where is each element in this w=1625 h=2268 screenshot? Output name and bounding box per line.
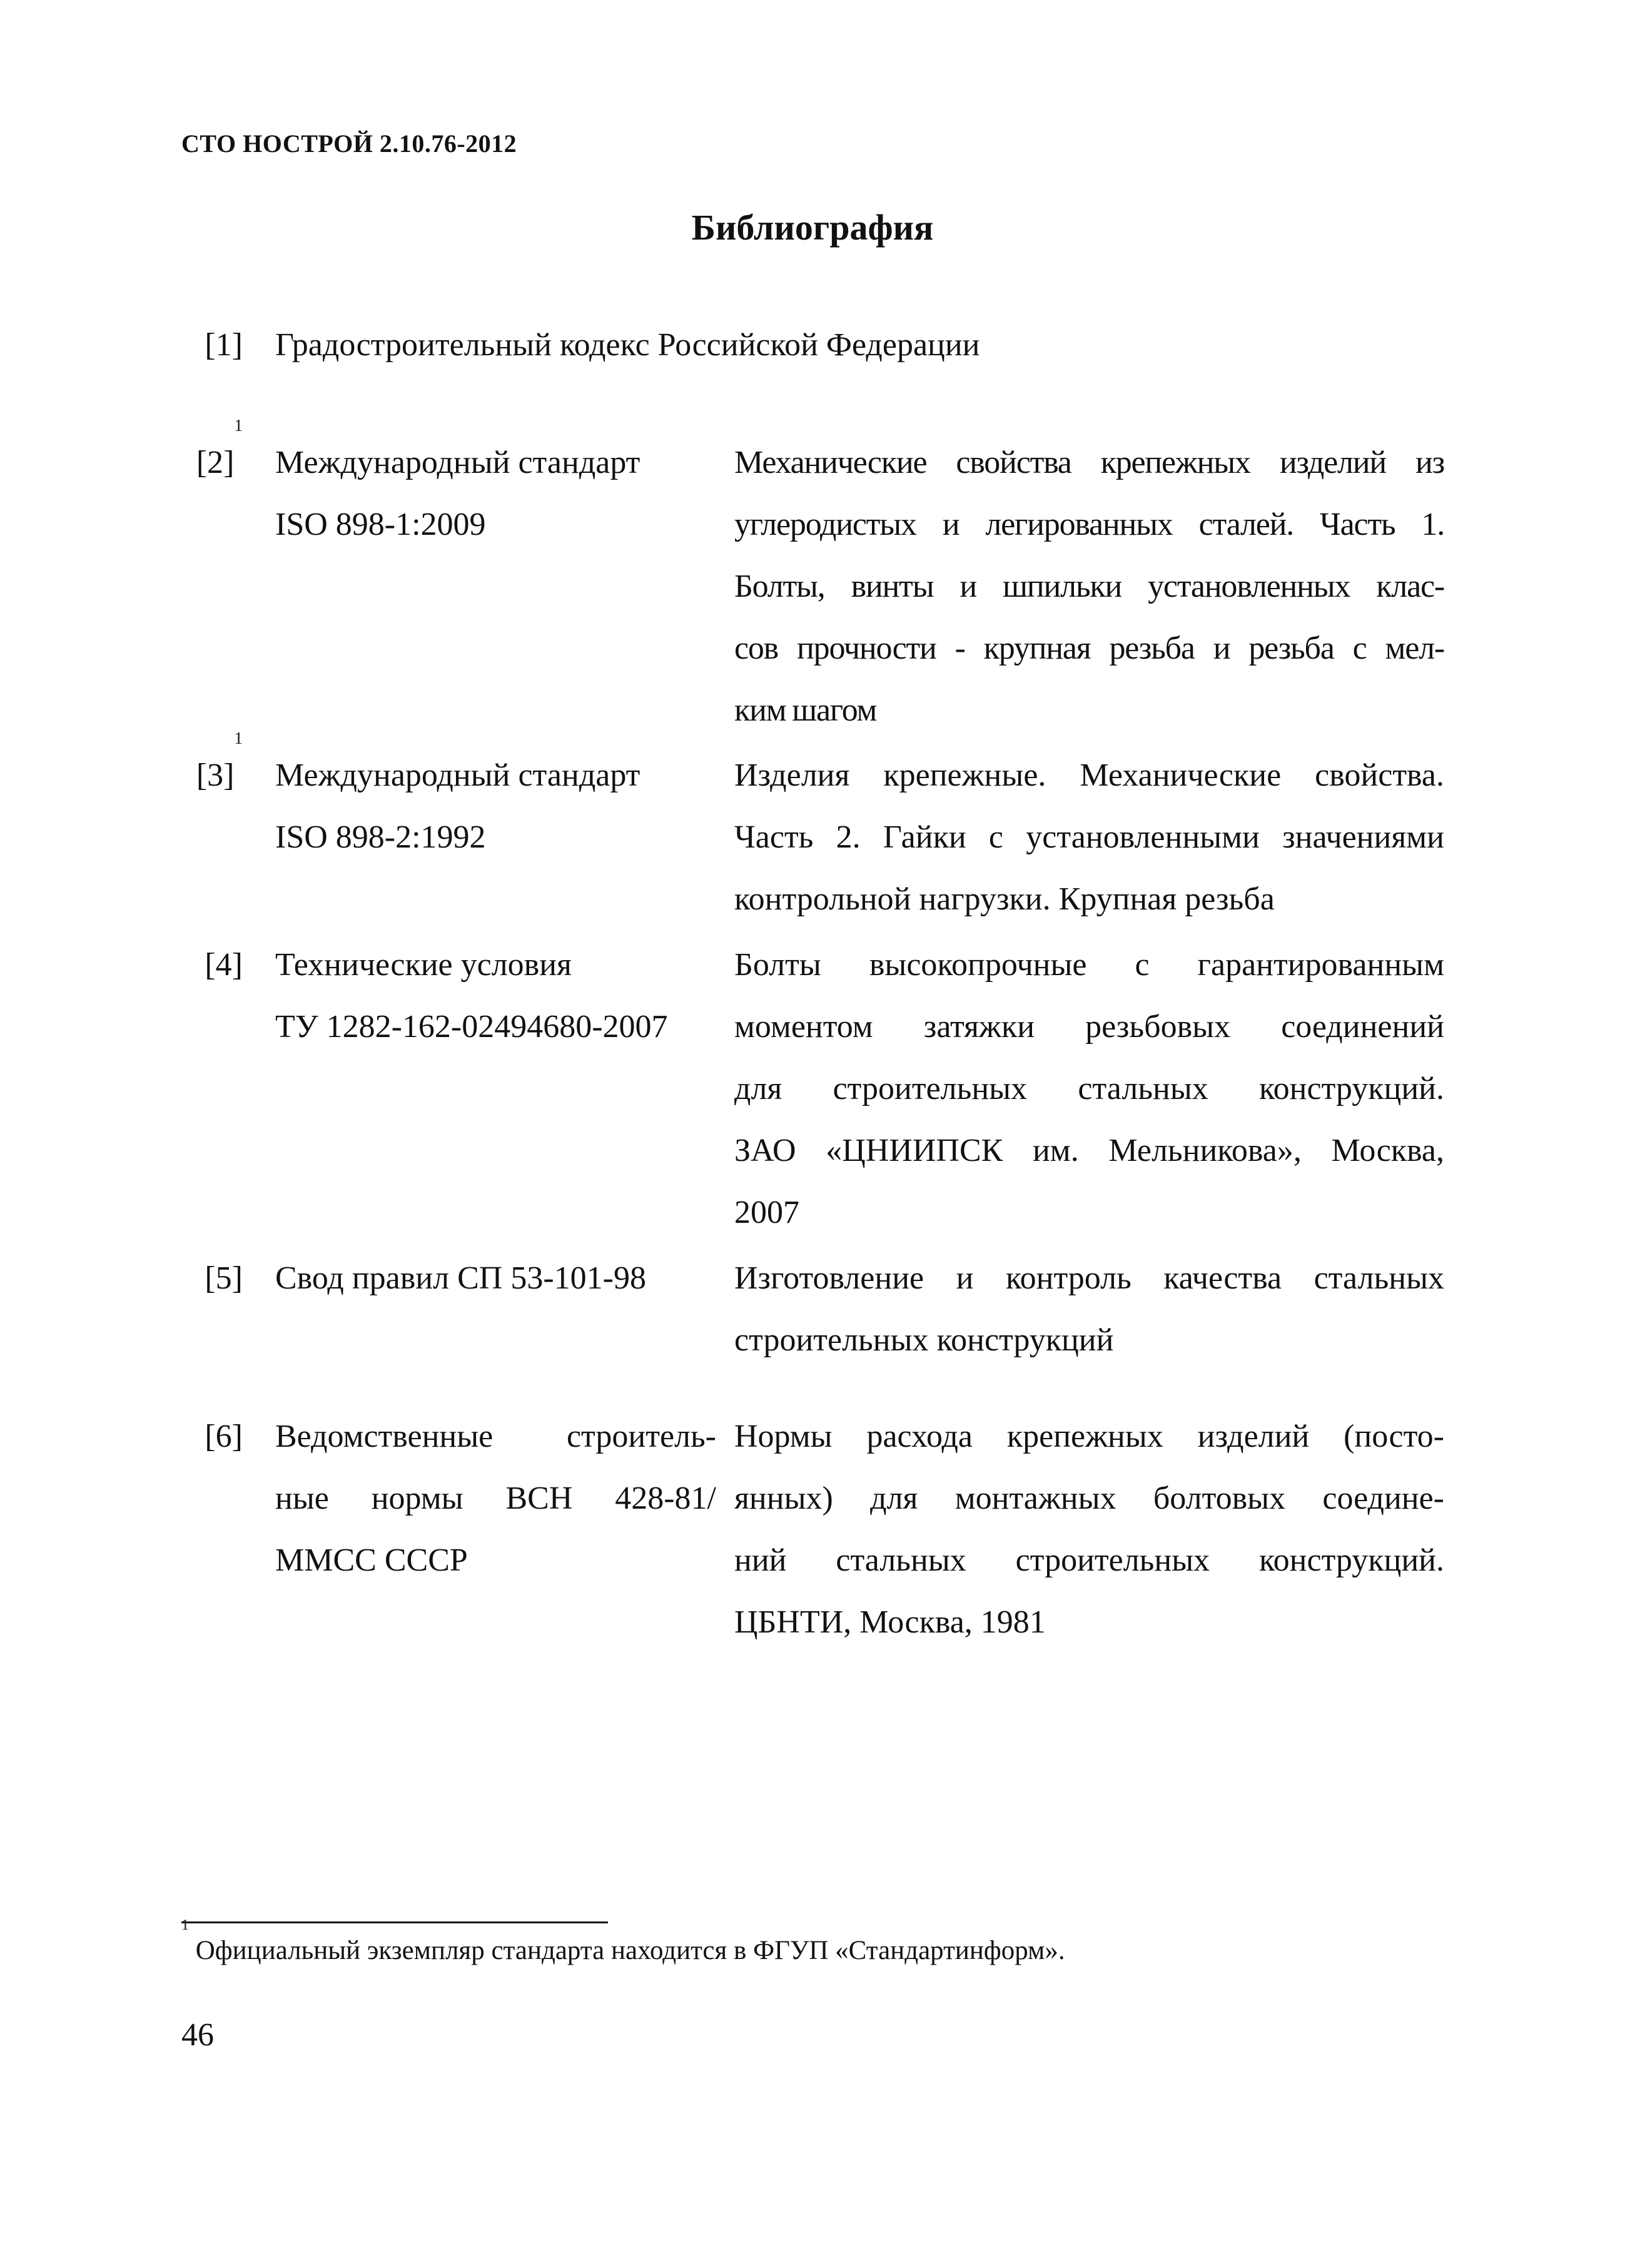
document-code-header: СТО НОСТРОЙ 2.10.76-2012 — [181, 129, 517, 158]
reference-title-line: ЦБНТИ, Москва, 1981 — [734, 1604, 1046, 1640]
reference-number — [205, 314, 243, 376]
reference-source — [275, 1247, 716, 1309]
reference-number — [205, 1405, 243, 1467]
reference-title-line: ким шагом — [734, 692, 877, 728]
footnote-reference-marker: 1 — [234, 416, 243, 435]
reference-title — [734, 1405, 1444, 1653]
reference-source-line: ISO 898-2:1992 — [275, 819, 486, 855]
reference-number — [196, 416, 243, 494]
page-title: Библиография — [691, 207, 934, 248]
reference-source-line: ные нормы ВСН 428-81/ — [275, 1481, 716, 1516]
reference-number-label: [4] — [205, 947, 243, 983]
reference-title-line: строительных конструкций — [734, 1322, 1114, 1358]
reference-number — [205, 934, 243, 996]
reference-title — [734, 744, 1444, 930]
reference-title-line: Часть 2. Гайки с установленными значениями — [734, 819, 1444, 855]
reference-number-label: [2] — [196, 445, 235, 480]
footnote-marker: 1 — [181, 1917, 189, 1933]
reference-title-line: моментом затяжки резьбовых соединений — [734, 1009, 1444, 1045]
reference-title-line: для строительных стальных конструкций. — [734, 1071, 1444, 1106]
reference-title-line: Изделия крепежные. Механические свойства. — [734, 757, 1444, 793]
reference-title — [734, 1247, 1444, 1371]
reference-source — [275, 314, 1464, 376]
reference-title-line: Механические свойства крепежных изделий из — [734, 445, 1444, 480]
reference-title-line: сов прочности - крупная резьба и резьба с мел- — [734, 630, 1444, 666]
reference-title — [734, 934, 1444, 1243]
reference-title-line: контрольной нагрузки. Крупная резьба — [734, 881, 1275, 917]
footnote — [181, 1917, 1065, 1973]
footnote-reference-marker: 1 — [234, 729, 243, 747]
footnote-divider — [181, 1921, 608, 1923]
reference-number-label: [1] — [205, 327, 243, 363]
reference-number — [196, 729, 243, 806]
reference-title-line: Болты, винты и шпильки установленных клас- — [734, 569, 1444, 604]
reference-title — [734, 432, 1444, 741]
reference-title-line: Нормы расхода крепежных изделий (посто- — [734, 1419, 1444, 1454]
reference-number — [205, 1247, 243, 1309]
reference-title-line: 2007 — [734, 1195, 799, 1230]
reference-number-label: [3] — [196, 757, 235, 793]
reference-title-line: янных) для монтажных болтовых соедине- — [734, 1481, 1444, 1516]
reference-title-line: ний стальных строительных конструкций. — [734, 1542, 1444, 1578]
reference-source-line: Международный стандарт — [275, 445, 640, 480]
reference-source — [275, 744, 716, 868]
reference-number-label: [6] — [205, 1419, 243, 1454]
reference-source-line: Свод правил СП 53-101-98 — [275, 1260, 646, 1296]
reference-title-line: Болты высокопрочные с гарантированным — [734, 947, 1444, 983]
reference-number-label: [5] — [205, 1260, 243, 1296]
reference-title-line: Изготовление и контроль качества стальных — [734, 1260, 1444, 1296]
reference-source — [275, 432, 716, 555]
page-number: 46 — [181, 2017, 214, 2053]
reference-source-line: Градостроительный кодекс Российской Федерации — [275, 327, 980, 363]
reference-source-line: Технические условия — [275, 947, 572, 983]
reference-source-line: ММСС СССР — [275, 1542, 468, 1578]
reference-title-line: углеродистых и легированных сталей. Часть 1. — [734, 507, 1444, 542]
reference-source-line: Ведомственные строитель- — [275, 1419, 716, 1454]
reference-source-line: ТУ 1282-162-02494680-2007 — [275, 1009, 668, 1045]
reference-source-line: ISO 898-1:2009 — [275, 507, 486, 542]
reference-source — [275, 1405, 716, 1591]
reference-source-line: Международный стандарт — [275, 757, 640, 793]
footnote-text: Официальный экземпляр стандарта находится в ФГУП «Стандартинформ». — [195, 1936, 1065, 1965]
reference-source — [275, 934, 716, 1058]
reference-title-line: ЗАО «ЦНИИПСК им. Мельникова», Москва, — [734, 1133, 1444, 1168]
